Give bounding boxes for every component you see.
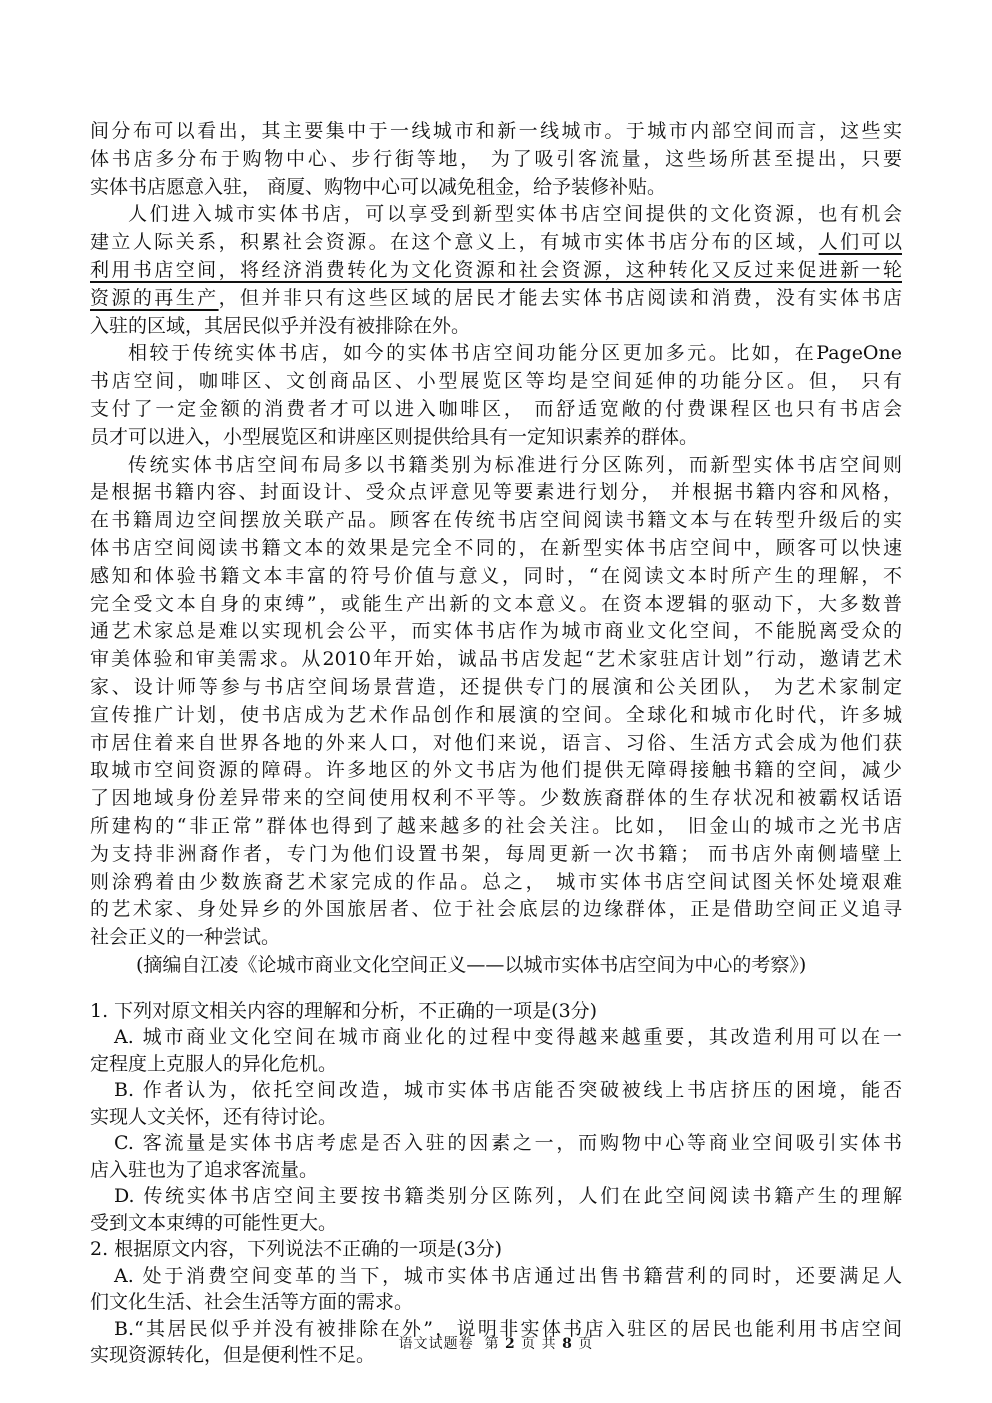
passage-line: 支付了一定金额的消费者才可以进入咖啡区， 而舒适宽敞的付费课程区也只有书店会 [90,397,902,420]
reading-passage [90,118,902,1369]
passage-line: 为支持非洲裔作者，专门为他们设置书架，每周更新一次书籍； 而书店外南侧墙壁上 [90,842,902,865]
passage-line: 实体书店愿意入驻， 商厦、购物中心可以减免租金，给予装修补贴。 [90,175,667,198]
option-line: C. 客流量是实体书店考虑是否入驻的因素之一，而购物中心等商业空间吸引实体书 [114,1132,902,1155]
question-list [90,998,902,1369]
passage-line: 资源的再生产，但并非只有这些区域的居民才能去实体书店阅读和消费，没有实体书店 [90,286,902,309]
passage-body [90,118,902,952]
option-line-cont: 们文化生活、社会生活等方面的需求。 [90,1291,414,1314]
option-line: A. 城市商业文化空间在城市商业化的过程中变得越来越重要，其改造利用可以在一 [114,1026,902,1049]
option-line: D. 传统实体书店空间主要按书籍类别分区陈列，人们在此空间阅读书籍产生的理解 [114,1185,902,1208]
underlined-text: 利用书店空间，将经济消费转化为文化资源和社会资源，这种转化又反过来促进新一轮 [90,258,902,281]
option-line-cont: 店入驻也为了追求客流量。 [90,1158,319,1181]
passage-line: 家、设计师等参与书店空间场景营造，还提供专门的展演和公关团队， 为艺术家制定 [90,675,902,698]
option-line: B. 作者认为，依托空间改造，城市实体书店能否突破被线上书店挤压的困境，能否 [114,1079,902,1102]
passage-source: (摘编自江凌《论城市商业文化空间正义——以城市实体书店空间为中心的考察》) [136,953,807,976]
passage-line: 则涂鸦着由少数族裔艺术家完成的作品。总之， 城市实体书店空间试图关怀处境艰难 [90,870,902,893]
total-pages: 8 [562,1336,573,1352]
passage-line: 人们进入城市实体书店，可以享受到新型实体书店空间提供的文化资源，也有机会 [128,203,902,226]
passage-line: 了因地域身份差异带来的空间使用权利不平等。少数族裔群体的生存状况和被霸权话语 [90,787,902,810]
passage-line: 的艺术家、身处异乡的外国旅居者、位于社会底层的边缘群体，正是借助空间正义追寻 [90,898,902,921]
passage-line: 感知和体验书籍文本丰富的符号价值与意义，同时，“在阅读文本时所产生的理解，不 [90,564,902,587]
question-stem: 1. 下列对原文相关内容的理解和分析，不正确的一项是(3分) [90,999,598,1022]
passage-line: 体书店多分布于购物中心、步行街等地， 为了吸引客流量，这些场所甚至提出，只要 [90,147,902,170]
passage-line: 书店空间，咖啡区、文创商品区、小型展览区等均是空间延伸的功能分区。但， 只有 [90,370,902,393]
option-line-cont: 受到文本束缚的可能性更大。 [90,1211,338,1234]
passage-line: 宣传推广计划，使书店成为艺术作品创作和展演的空间。全球化和城市化时代，许多城 [90,703,902,726]
passage-line: 入驻的区域，其居民似乎并没有被排除在外。 [90,314,471,337]
page-number: 2 [505,1336,516,1352]
option-line-cont: 实现资源转化，但是便利性不足。 [90,1344,376,1367]
option-line: B.“其居民似乎并没有被排除在外”，说明非实体书店入驻区的居民也能利用书店空间 [114,1317,902,1340]
option-line: A. 处于消费空间变革的当下，城市实体书店通过出售书籍营利的同时，还要满足人 [114,1264,902,1287]
passage-line: 传统实体书店空间布局多以书籍类别为标准进行分区陈列，而新型实体书店空间则 [128,453,902,476]
passage-line [90,257,902,285]
option-line-cont: 定程度上克服人的异化危机。 [90,1052,338,1075]
passage-line: 所建构的“非正常”群体也得到了越来越多的社会关注。比如， 旧金山的城市之光书店 [90,814,902,837]
passage-line: 间分布可以看出，其主要集中于一线城市和新一线城市。于城市内部空间而言，这些实 [90,120,902,142]
passage-line: 取城市空间资源的障碍。许多地区的外文书店为他们提供无障碍接触书籍的空间，减少 [90,759,902,782]
passage-line: 市居住着来自世界各地的外来人口，对他们来说，语言、习俗、生活方式会成为他们获 [90,731,902,754]
passage-line: 完全受文本自身的束缚”，或能生产出新的文本意义。在资本逻辑的驱动下，大多数普 [90,592,902,615]
passage-line: 相较于传统实体书店，如今的实体书店空间功能分区更加多元。比如，在PageOne [128,342,902,365]
passage-line: 审美体验和审美需求。从2010年开始，诚品书店发起“艺术家驻店计划”行动，邀请艺术 [90,648,902,671]
passage-line: 在书籍周边空间摆放关联产品。顾客在传统书店空间阅读书籍文本与在转型升级后的实 [90,509,902,532]
passage-line: 社会正义的一种尝试。 [90,926,281,949]
passage-line: 通艺术家总是难以实现机会公平，而实体书店作为城市商业文化空间，不能脱离受众的 [90,620,902,643]
footer-label: 语文试题卷 [398,1336,474,1352]
passage-line: 是根据书籍内容、封面设计、受众点评意见等要素进行划分， 并根据书籍内容和风格， [90,481,902,504]
underlined-text: 人们可以 [818,231,902,254]
option-line-cont: 实现人文关怀，还有待讨论。 [90,1105,338,1128]
question-stem: 2. 根据原文内容，下列说法不正确的一项是(3分) [90,1238,503,1261]
page-footer: 语文试题卷 第 2 页 共 8 页 [398,1336,594,1352]
passage-line: 建立人际关系，积累社会资源。在这个意义上，有城市实体书店分布的区域，人们可以 [90,231,902,254]
underlined-text: 资源的再生产 [90,286,219,309]
passage-line: 体书店空间阅读书籍文本的效果是完全不同的，在新型实体书店空间中，顾客可以快速 [90,536,902,559]
passage-line: 员才可以进入，小型展览区和讲座区则提供给具有一定知识素养的群体。 [90,425,699,448]
